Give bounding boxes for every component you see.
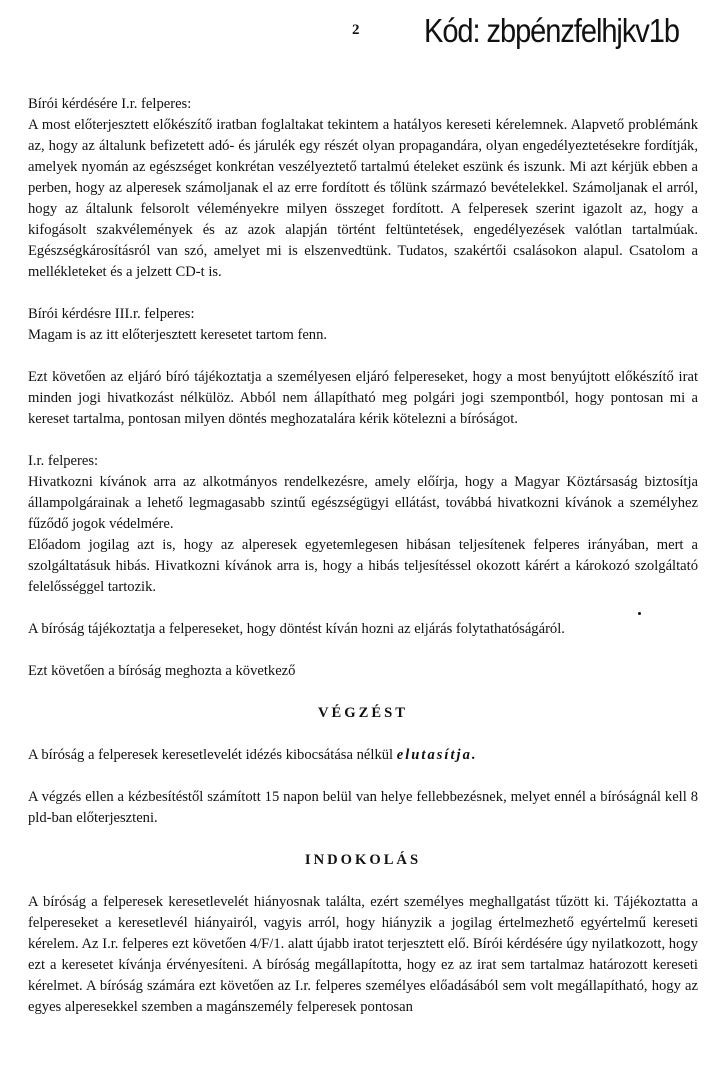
speaker-label: Bírói kérdésére I.r. felperes:	[28, 96, 192, 112]
paragraph-text: A bíróság a felperesek keresetlevelét idézés kibocsátása nélkül	[28, 747, 394, 763]
scan-speck	[638, 612, 641, 615]
decision-verb: elutasítja.	[396, 747, 478, 763]
speaker-label: Bírói kérdésre III.r. felperes:	[28, 306, 195, 322]
paragraph-plaintiff1-legal	[28, 451, 698, 598]
paragraph-text: Előadom jogilag azt is, hogy az alperesek egyetemlegesen hibásan teljesítenek felperes irányában, mert a szolgáltatásuk hibás. Hivatkozni kívánok arra is, hogy a hibás teljesítéssel okozott kárért a károkozó szolgáltató felelősséggel tartozik.	[28, 537, 698, 595]
heading-vegzes: VÉGZÉST	[318, 705, 408, 721]
paragraph-appeal-info: A végzés ellen a kézbesítéstől számított 15 napon belül van helye fellebbezésnek, melyet ennél a bíróságnál kell 8 pld-ban előterjeszteni.	[28, 789, 698, 826]
paragraph-plaintiff3-statement	[28, 304, 698, 346]
paragraph-court-decision-intro: Ezt követően a bíróság meghozta a következő	[28, 663, 296, 679]
page-number: 2	[352, 22, 360, 38]
heading-indokolas: INDOKOLÁS	[304, 852, 422, 868]
paragraph-decision	[28, 745, 698, 766]
paragraph-text: A most előterjesztett előkészítő iratban foglaltakat tekintem a hatályos kereseti kérelemnek. Alapvető problémánk az, hogy az általunk befizetett adó- és járulék egy részét olyan propagandára, olyan engedélyeztetésekre fordítják, amelyek nyomán az egészséget konkrétan veszélyeztető tartalmú ételeket eszünk és iszunk. Mi azt kérjük ebben a perben, hogy az alperesek számoljanak el az erre fordított és tőlünk származó bevételekkel. Számoljanak el arról, hogy az általunk felsorolt véleményekre milyen összeget fordított. A felperesek szerint igazolt az, hogy a kifogásolt szakvélemények és az azok alapján történt feltüntetések, engedélyezések valótlan tartalmúak. Egészségkárosításról van szó, amelyet mi is elszenvedtünk. Tudatos, szakértői csalásokon alapul. Csatolom a mellékleteket és a jelzett CD-t is.	[28, 117, 698, 280]
paragraph-judge-notice: Ezt követően az eljáró bíró tájékoztatja a személyesen eljáró felpereseket, hogy a most benyújtott előkészítő irat minden jogi hivatkozást nélkülöz. Abból nem állapítható meg polgári jogi szempontból, hogy pontosan mi a kereset tartalma, pontosan milyen döntés meghozatalára kérik kötelezni a bíróságot.	[28, 369, 698, 427]
speaker-label: I.r. felperes:	[28, 453, 99, 469]
paragraph-plaintiff1-statement	[28, 94, 698, 283]
document-code: Kód: zbpénzfelhjkv1b	[424, 12, 679, 49]
paragraph-text: Magam is az itt előterjesztett keresetet tartom fenn.	[28, 327, 328, 343]
paragraph-reasoning: A bíróság a felperesek keresetlevelét hiányosnak találta, ezért személyes meghallgatást tűzött ki. Tájékoztatta a felpereseket a keresetlevél hiányairól, vagyis arról, hogy hiányzik a jogilag értelmezhető egyértelmű kereseti kérelem. Az I.r. felperes ezt követően 4/F/1. alatt újabb iratot terjesztett elő. Bírói kérdésére úgy nyilatkozott, hogy ezt a keresetet kívánja érvényesíteni. A bíróság megállapította, hogy ez az irat sem tartalmaz határozott kereseti kérelmet. A bíróság számára ezt követően az I.r. felperes személyes előadásából sem volt megállapítható, hogy az egyes alperesekkel szemben a magánszemély felperesek pontosan	[28, 894, 698, 1015]
paragraph-text: Hivatkozni kívánok arra az alkotmányos rendelkezésre, amely előírja, hogy a Magyar Köztársaság biztosítja állampolgárainak a lehető legmagasabb szintű egészségügyi ellátást, továbbá hivatkozni kívánok a személyhez fűződő jogok védelmére.	[28, 474, 698, 532]
document-body	[28, 94, 698, 1039]
paragraph-court-info: A bíróság tájékoztatja a felpereseket, hogy döntést kíván hozni az eljárás folytathatóságáról.	[28, 621, 565, 637]
